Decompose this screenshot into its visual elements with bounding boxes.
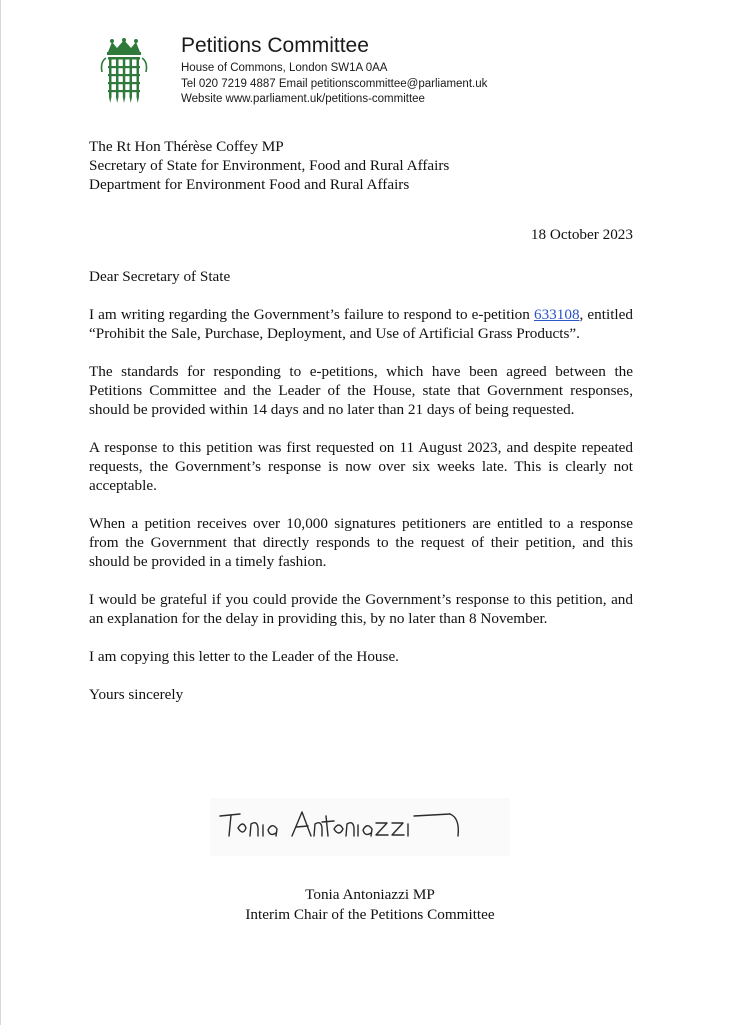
signatory-role: Interim Chair of the Petitions Committee xyxy=(245,906,495,923)
paragraph-1-rest: , entitled “Prohibit the Sale, Purchase, Deployment, and Use of Artificial Grass Products”. xyxy=(89,306,633,342)
paragraph-2: The standards for responding to e-petitions, which have been agreed between the Petitions Committee and the Leader of the House, state that Government responses, should be provided within 14 days and no later than 21 days of being requested. xyxy=(89,363,633,418)
committee-contact: Tel 020 7219 4887 Email petitionscommittee@parliament.uk xyxy=(181,77,488,90)
paragraph-4: When a petition receives over 10,000 signatures petitioners are entitled to a response from the Government that directly responds to the request of their petition, and this should be provided in a timely fashion. xyxy=(89,515,633,570)
recipient-name: The Rt Hon Thérèse Coffey MP xyxy=(89,138,284,155)
salutation: Dear Secretary of State xyxy=(89,268,231,285)
paragraph-6: I am copying this letter to the Leader of the House. xyxy=(89,648,399,665)
page-edge xyxy=(0,0,1,1025)
recipient-department: Department for Environment Food and Rural Affairs xyxy=(89,176,410,193)
letter-date: 18 October 2023 xyxy=(530,226,633,243)
petition-link[interactable]: 633108 xyxy=(533,306,580,323)
signatory-block xyxy=(150,885,590,925)
recipient-title: Secretary of State for Environment, Food and Rural Affairs xyxy=(89,157,450,174)
paragraph-3: A response to this petition was first requested on 11 August 2023, and despite repeated requests, the Government’s response is now over six weeks late. This is clearly not acceptable. xyxy=(89,439,633,494)
signature-image xyxy=(210,798,510,856)
committee-address: House of Commons, London SW1A 0AA xyxy=(181,62,388,74)
closing: Yours sincerely xyxy=(89,686,184,703)
portcullis-icon xyxy=(96,38,152,104)
recipient-block xyxy=(89,137,633,194)
paragraph-1-intro: I am writing regarding the Government’s failure to respond to e-petition xyxy=(89,306,534,323)
paragraph-5: I would be grateful if you could provide the Government’s response to this petition, and an explanation for the delay in providing this, by no later than 8 November. xyxy=(89,591,633,627)
committee-name: Petitions Committee xyxy=(181,34,369,57)
letter-body xyxy=(89,267,633,723)
paragraph-1 xyxy=(89,305,633,343)
signatory-name: Tonia Antoniazzi MP xyxy=(305,886,435,903)
committee-website: Website www.parliament.uk/petitions-committee xyxy=(181,93,425,105)
letterhead xyxy=(181,33,487,108)
